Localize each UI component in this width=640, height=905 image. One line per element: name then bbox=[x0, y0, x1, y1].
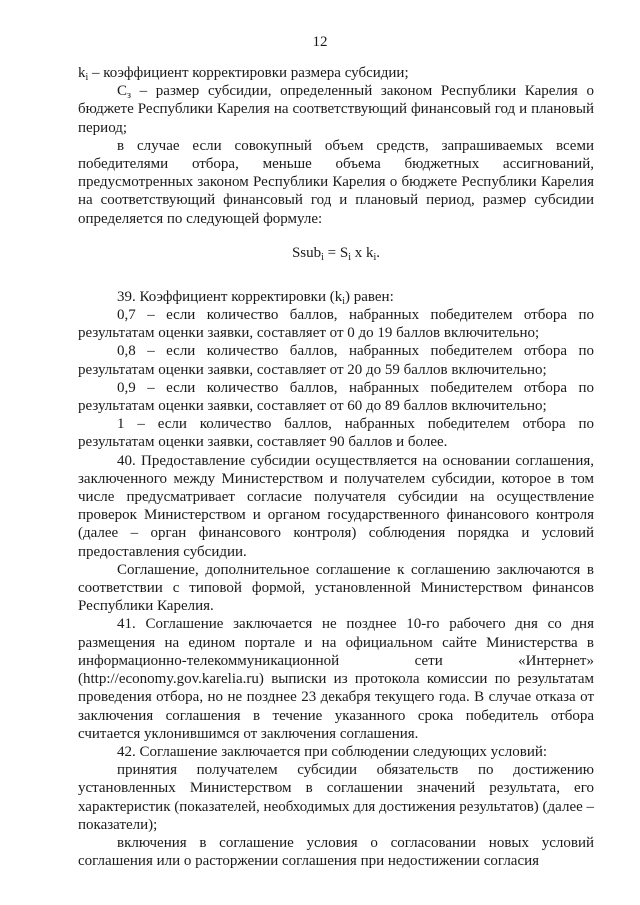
coefficient-item: 1 – если количество баллов, набранных победителем отбора по результатам оценки заявки, составляет 90 баллов и более. bbox=[78, 416, 594, 451]
agreement-paragraph: Соглашение, дополнительное соглашение к соглашению заключаются в соответствии с типовой формой, установленной Министерством финансов Республики Карелия. bbox=[78, 561, 594, 615]
section-41: 41. Соглашение заключается не позднее 10-го рабочего дня со дня размещения на едином портале и на официальном сайте Министерства в информационно-телекоммуникационной сети «Интернет» (http://economy.gov.karelia.ru) выписки из протокола комиссии по результатам проведения отбора, но не позднее 23 декабря текущего года. В случае отказа от заключения соглашения в течение указанного срока победитель отбора считается уклонившимся от заключения соглашения. bbox=[78, 616, 594, 742]
coefficient-item: 0,9 – если количество баллов, набранных победителем отбора по результатам оценки заявки, составляет от 60 до 89 баллов включительно; bbox=[78, 379, 594, 415]
section-42-intro: 42. Соглашение заключается при соблюдении следующих условий: bbox=[117, 743, 548, 760]
ki-definition: $k_i$ – коэффициент корректировки размера субсидии; bbox=[78, 65, 409, 83]
page-number: 12 bbox=[312, 34, 328, 50]
section-40: 40. Предоставление субсидии осуществляется на основании соглашения, заключенного между Министерством и получателем субсидии, которое в том числе предусматривает согласие получателя субсидии на осуществление проверок Министерством и органом государственного финансового контроля (далее – орган финансового контроля) соблюдения порядка и условий предоставления субсидии. bbox=[78, 452, 594, 560]
subsidy-formula: Ssub$_i$ = $S_i$ x $k_i$. bbox=[291, 244, 381, 263]
condition-item: принятия получателем субсидии обязательств по достижению установленных Министерством в соглашении значений результата, его характеристик (показателей, необходимых для достижения результатов) (далее – показатели); bbox=[78, 762, 595, 833]
c3-definition: $С_з$ – размер субсидии, определенный законом Республики Карелия о бюджете Республики Карелия на соответствующий финансовый год и плановый период; bbox=[78, 83, 594, 136]
document-body bbox=[78, 64, 594, 870]
case-paragraph: в случае если совокупный объем средств, запрашиваемых всеми победителями отбора, меньше объема бюджетных ассигнований, предусмотренных законом Республики Карелия о бюджете Республики Карелия на соответствующий финансовый год и плановый период, размер субсидии определяется по следующей формуле: bbox=[78, 137, 594, 227]
section-39-intro: 39. Коэффициент корректировки $(k_i)$ равен: bbox=[117, 288, 394, 307]
coefficient-item: 0,8 – если количество баллов, набранных победителем отбора по результатам оценки заявки, составляет от 20 до 59 баллов включительно; bbox=[78, 343, 594, 378]
condition-item: включения в соглашение условия о согласовании новых условий соглашения или о расторжении соглашения при недостижении согласия bbox=[78, 834, 594, 870]
coefficient-item: 0,7 – если количество баллов, набранных победителем отбора по результатам оценки заявки, составляет от 0 до 19 баллов включительно; bbox=[78, 307, 594, 342]
